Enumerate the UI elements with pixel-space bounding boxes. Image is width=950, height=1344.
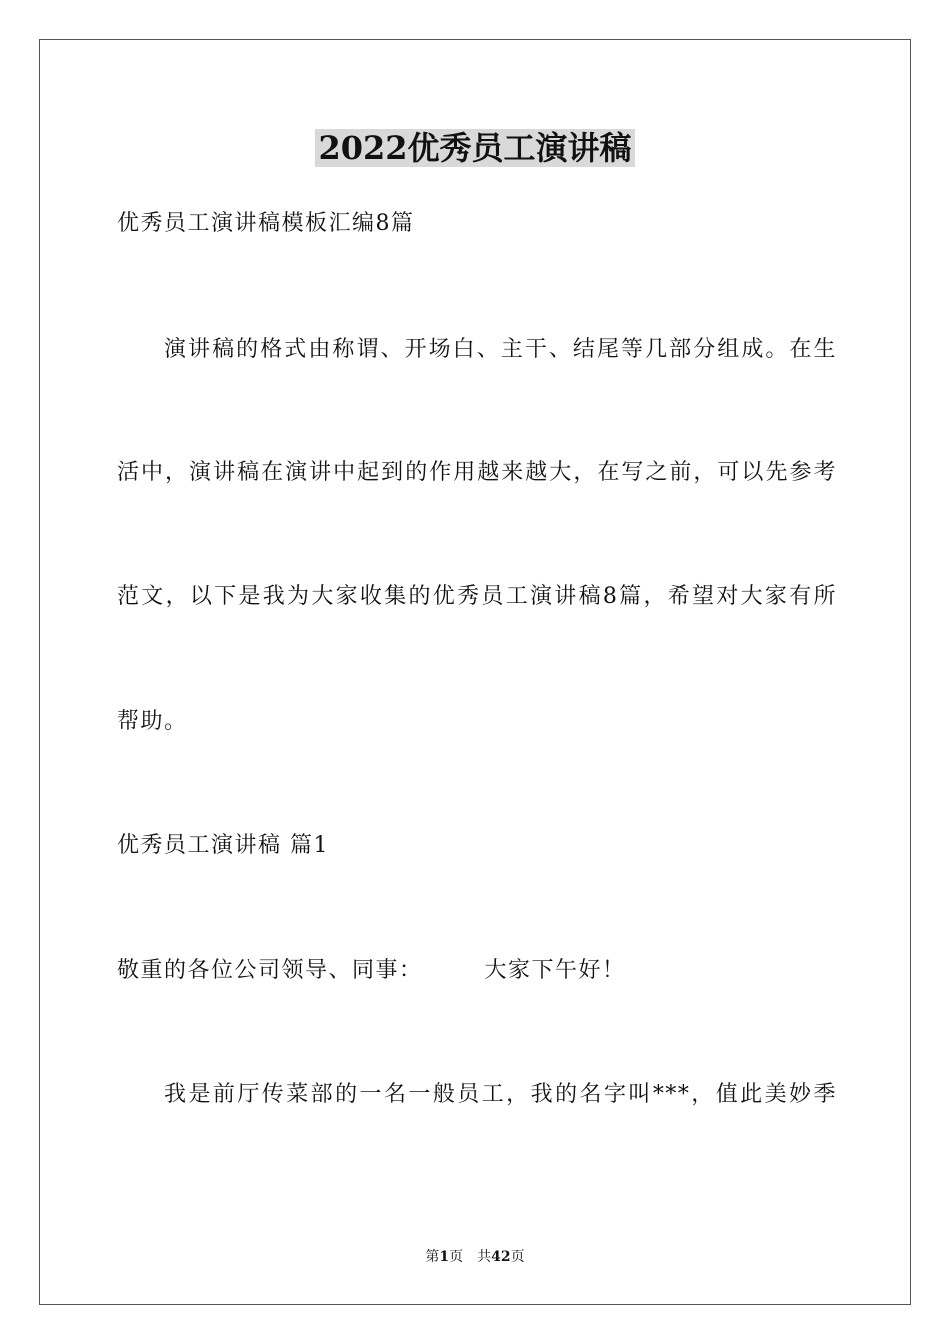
footer-total-number: 42 [491, 1249, 511, 1265]
body-line-1: 我是前厅传菜部的一名一般员工，我的名字叫***，值此美妙季 [164, 1082, 837, 1107]
document-subtitle: 优秀员工演讲稿模板汇编8篇 [117, 211, 415, 236]
footer-page-suffix: 页 [449, 1249, 464, 1265]
greeting-line [117, 956, 837, 986]
page-footer [0, 1248, 950, 1266]
section-heading: 优秀员工演讲稿 篇1 [117, 833, 329, 858]
document-title [0, 126, 950, 170]
footer-page-number: 1 [439, 1249, 450, 1265]
intro-line-3: 范文，以下是我为大家收集的优秀员工演讲稿8篇，希望对大家有所 [117, 584, 837, 609]
intro-line-1: 演讲稿的格式由称谓、开场白、主干、结尾等几部分组成。在生 [164, 337, 837, 362]
intro-line-4: 帮助。 [117, 709, 188, 734]
footer-page-prefix: 第 [425, 1249, 440, 1265]
footer-total-prefix: 共 [477, 1249, 492, 1265]
greeting-salutation: 敬重的各位公司领导、同事： [117, 958, 423, 983]
greeting-hello: 大家下午好！ [484, 958, 626, 983]
footer-total-suffix: 页 [510, 1249, 525, 1265]
intro-line-2: 活中，演讲稿在演讲中起到的作用越来越大，在写之前，可以先参考 [117, 460, 837, 485]
document-title-text: 2022优秀员工演讲稿 [315, 129, 634, 167]
